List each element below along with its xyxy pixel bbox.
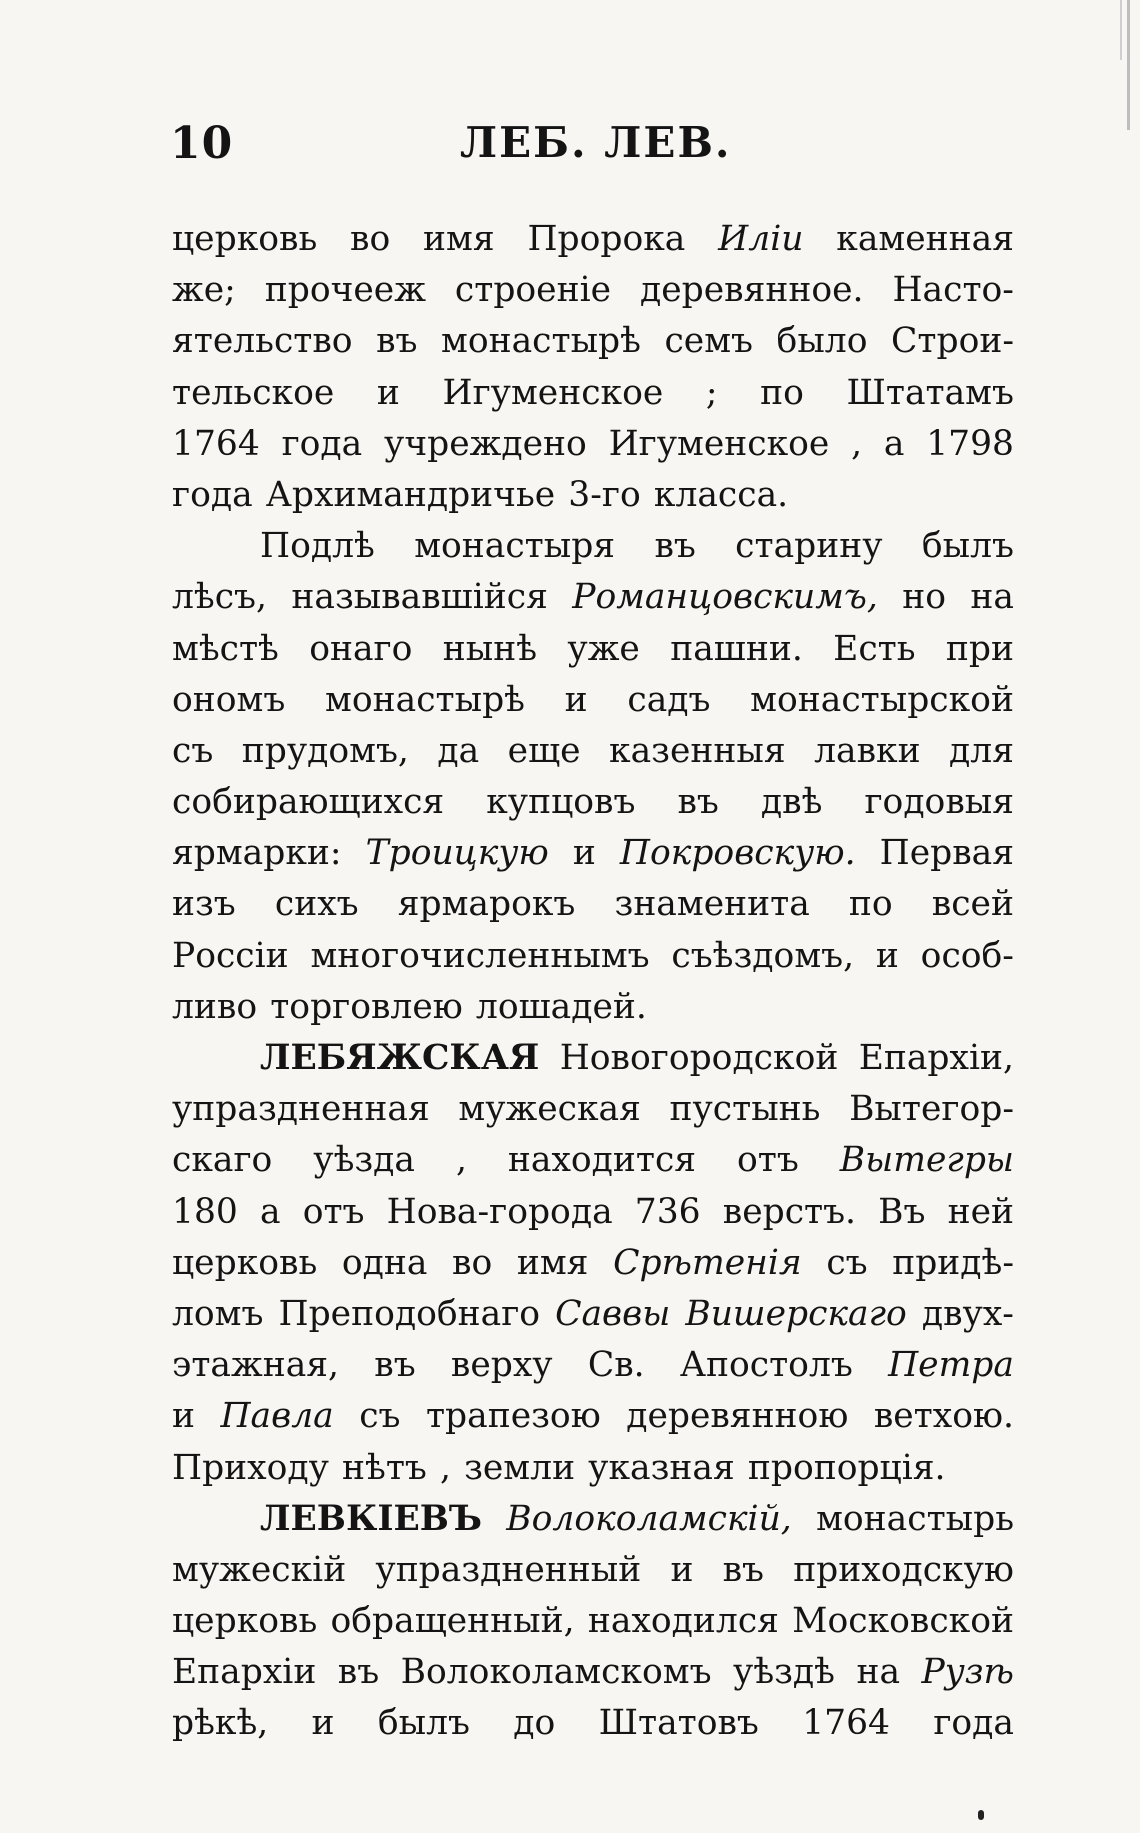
word: Есть: [833, 628, 916, 669]
word: ЛЕВКIЕВЪ: [260, 1498, 482, 1539]
word: находится: [507, 1140, 697, 1181]
text-line: [172, 1187, 1014, 1238]
word: да: [437, 730, 480, 771]
word: отъ: [737, 1140, 799, 1181]
word: прудомъ,: [241, 730, 409, 771]
page-edge-mark: [1127, 0, 1130, 130]
word: 736: [634, 1191, 701, 1232]
word: Преподобнаго: [278, 1293, 541, 1334]
word: же;: [172, 270, 236, 311]
word: во: [350, 219, 391, 259]
word: верху: [450, 1345, 553, 1386]
text-line: [172, 1135, 1014, 1186]
word: года: [172, 474, 253, 515]
word: лѣсъ,: [172, 577, 267, 618]
word: церковь: [172, 1601, 318, 1642]
word: уѣздѣ: [733, 1652, 835, 1693]
word: 3-го: [568, 474, 641, 515]
word: пашни.: [670, 628, 803, 669]
word: былъ: [377, 1703, 470, 1744]
word: имя: [516, 1242, 589, 1283]
word: и: [875, 935, 899, 976]
word: на: [970, 577, 1014, 618]
word: ,: [455, 1140, 467, 1181]
word: старину: [735, 526, 883, 567]
word: съ: [172, 730, 214, 771]
word: ;: [705, 372, 718, 413]
word: но: [902, 577, 946, 618]
word: по: [760, 372, 804, 413]
text-line: [172, 470, 1014, 521]
word: по: [848, 884, 893, 925]
word: монастырской: [750, 679, 1014, 720]
word: Илiи: [718, 219, 804, 259]
word: Штатамъ: [846, 372, 1014, 413]
word: Строи-: [891, 321, 1014, 362]
word: знаменита: [614, 884, 810, 925]
word: класса.: [653, 474, 789, 515]
word: Покровскую.: [619, 833, 856, 874]
word: и: [670, 1549, 694, 1590]
word: придѣ-: [892, 1242, 1014, 1283]
word: особ-: [920, 935, 1014, 976]
text-line: [172, 1340, 1014, 1391]
word: садъ: [627, 679, 711, 720]
word: обращенный,: [330, 1601, 575, 1642]
word: и: [572, 833, 596, 874]
word: и: [564, 679, 588, 720]
word: казенныя: [609, 730, 786, 771]
text-line: [172, 675, 1014, 726]
word: 1764: [802, 1703, 890, 1744]
word: Нова-города: [386, 1191, 613, 1232]
word: Павла: [220, 1396, 334, 1437]
word: Въ: [878, 1191, 926, 1232]
word: 1764: [172, 423, 260, 464]
word: былъ: [921, 526, 1014, 567]
text-line: [172, 1443, 1014, 1494]
word: всей: [931, 884, 1014, 925]
word: Россiи: [172, 935, 289, 976]
word: Вишерскаго: [685, 1293, 907, 1334]
word: мѣстѣ: [172, 628, 279, 669]
word: одна: [341, 1242, 428, 1283]
word: мужескiй: [172, 1549, 347, 1590]
text-line: [172, 368, 1014, 419]
print-speck: [978, 1810, 984, 1820]
word: Апостолъ: [679, 1345, 853, 1386]
word: ломъ: [172, 1293, 264, 1334]
text-line: [172, 1596, 1014, 1647]
word: съ: [826, 1242, 868, 1283]
word: Новогородской: [559, 1038, 839, 1078]
word: года: [281, 423, 363, 464]
page-edge-mark: [1120, 0, 1122, 60]
word: находился: [587, 1601, 779, 1642]
word: ветхою.: [873, 1396, 1014, 1437]
text-line: [172, 1494, 1014, 1545]
word: изъ: [172, 884, 236, 925]
word: упраздненный: [375, 1549, 642, 1590]
word: Петра: [888, 1345, 1014, 1386]
word: для: [949, 730, 1014, 771]
text-line: [172, 1698, 1014, 1749]
running-head: ЛЕБ. ЛЕВ.: [460, 118, 732, 167]
word: монастырѣ: [325, 679, 525, 720]
word: Вытегры: [839, 1140, 1014, 1181]
word: съѣздомъ,: [671, 935, 855, 976]
word: года: [933, 1703, 1014, 1744]
word: Срѣтенiя: [613, 1242, 802, 1283]
word: Вытегор-: [849, 1089, 1014, 1130]
word: Игуменское: [608, 423, 830, 464]
word: нынѣ: [442, 628, 538, 669]
word: съ: [359, 1396, 401, 1437]
word: собирающихся: [172, 782, 445, 823]
text-line: [172, 982, 1014, 1033]
word: прочееж: [264, 270, 426, 311]
word: 1798: [926, 423, 1014, 464]
word: многочисленнымъ: [310, 935, 650, 976]
word: тельское: [172, 372, 335, 413]
word: уже: [567, 628, 640, 669]
word: этажная,: [172, 1345, 340, 1386]
word: приходскую: [793, 1549, 1014, 1590]
word: верстъ.: [722, 1191, 857, 1232]
word: на: [856, 1652, 901, 1693]
word: ,: [851, 423, 863, 464]
word: трапезою: [425, 1396, 601, 1437]
text-line: [172, 1545, 1014, 1596]
word: семъ: [664, 321, 754, 362]
word: ливо: [172, 986, 258, 1027]
word: въ: [654, 526, 696, 567]
word: во: [452, 1242, 493, 1283]
text-line: [172, 419, 1014, 470]
word: и: [376, 372, 400, 413]
word: торговлею: [270, 986, 463, 1027]
text-line: [172, 879, 1014, 930]
word: ярмарки:: [172, 833, 342, 874]
word: скаго: [172, 1140, 273, 1181]
word: церковь: [172, 1242, 318, 1283]
word: Архимандричье: [265, 474, 556, 515]
word: въ: [337, 1652, 380, 1693]
text-line: [172, 1033, 1014, 1084]
word: каменная: [836, 219, 1014, 259]
word: деревянное.: [640, 270, 864, 311]
text-line: [172, 726, 1014, 777]
word: Епархiи: [172, 1652, 317, 1693]
word: ономъ: [172, 679, 286, 720]
word: 180: [172, 1191, 238, 1232]
text-line: [172, 521, 1014, 572]
word: Троицкую: [365, 833, 549, 874]
word: двух-: [921, 1293, 1014, 1334]
word: купцовъ: [486, 782, 636, 823]
word: называвшiйся: [291, 577, 548, 618]
word: Московской: [792, 1601, 1014, 1642]
word: двѣ: [760, 782, 823, 823]
word: и: [311, 1703, 335, 1744]
word: имя: [423, 219, 495, 259]
text-line: [172, 1084, 1014, 1135]
text-line: [172, 1238, 1014, 1289]
word: лавки: [814, 730, 921, 771]
word: ,: [440, 1447, 451, 1488]
word: въ: [677, 782, 719, 823]
text-line: [172, 214, 1014, 265]
word: лошадей.: [475, 986, 647, 1027]
word: въ: [374, 1345, 416, 1386]
word: годовыя: [864, 782, 1014, 823]
word: ярмарокъ: [397, 884, 576, 925]
word: ЛЕБЯЖСКАЯ: [260, 1038, 540, 1078]
word: Св.: [587, 1345, 645, 1386]
page-header: [170, 118, 1030, 178]
word: Волоколамскiй,: [506, 1498, 792, 1539]
word: рѣкѣ,: [172, 1703, 269, 1744]
word: монастырѣ: [441, 321, 641, 362]
page-number: 10: [170, 118, 234, 169]
text-line: [172, 828, 1014, 879]
word: а: [883, 423, 905, 464]
word: Насто-: [892, 270, 1014, 311]
word: учреждено: [384, 423, 587, 464]
word: отъ: [302, 1191, 365, 1232]
word: Саввы: [555, 1293, 671, 1334]
text-line: [172, 265, 1014, 316]
word: въ: [376, 321, 418, 362]
word: монастырь: [816, 1498, 1014, 1539]
word: Штатовъ: [598, 1703, 759, 1744]
word: Рузѣ: [921, 1652, 1014, 1693]
word: строенiе: [454, 270, 612, 311]
word: мужеская: [458, 1089, 641, 1130]
text-line: [172, 316, 1014, 367]
word: ятельство: [172, 321, 353, 362]
word: земли: [464, 1447, 576, 1488]
word: церковь: [172, 219, 318, 259]
word: ней: [947, 1191, 1014, 1232]
word: Пророка: [527, 219, 686, 259]
body-text: [172, 214, 1014, 1750]
word: Волоколамскомъ: [400, 1652, 712, 1693]
word: упраздненная: [172, 1089, 430, 1130]
word: сихъ: [274, 884, 359, 925]
word: деревянною: [626, 1396, 849, 1437]
word: онаго: [309, 628, 413, 669]
text-line: [172, 1391, 1014, 1442]
word: при: [945, 628, 1014, 669]
word: Епархiи,: [858, 1038, 1014, 1078]
word: Первая: [879, 833, 1014, 874]
word: и: [172, 1396, 195, 1437]
text-line: [172, 624, 1014, 675]
text-line: [172, 572, 1014, 623]
word: указная: [588, 1447, 735, 1488]
word: Подлѣ: [260, 526, 375, 567]
word: Романцовскимъ,: [572, 577, 878, 618]
text-line: [172, 1289, 1014, 1340]
word: до: [513, 1703, 556, 1744]
word: пустынь: [669, 1089, 821, 1130]
text-line: [172, 777, 1014, 828]
text-line: [172, 931, 1014, 982]
word: было: [776, 321, 868, 362]
word: уѣзда: [313, 1140, 415, 1181]
word: еще: [507, 730, 581, 771]
word: нѣтъ: [342, 1447, 427, 1488]
word: а: [259, 1191, 281, 1232]
word: монастыря: [414, 526, 616, 567]
word: пропорцiя.: [747, 1447, 946, 1488]
word: въ: [722, 1549, 764, 1590]
word: Приходу: [172, 1447, 329, 1488]
text-line: [172, 1647, 1014, 1698]
word: Игуменское: [442, 372, 664, 413]
